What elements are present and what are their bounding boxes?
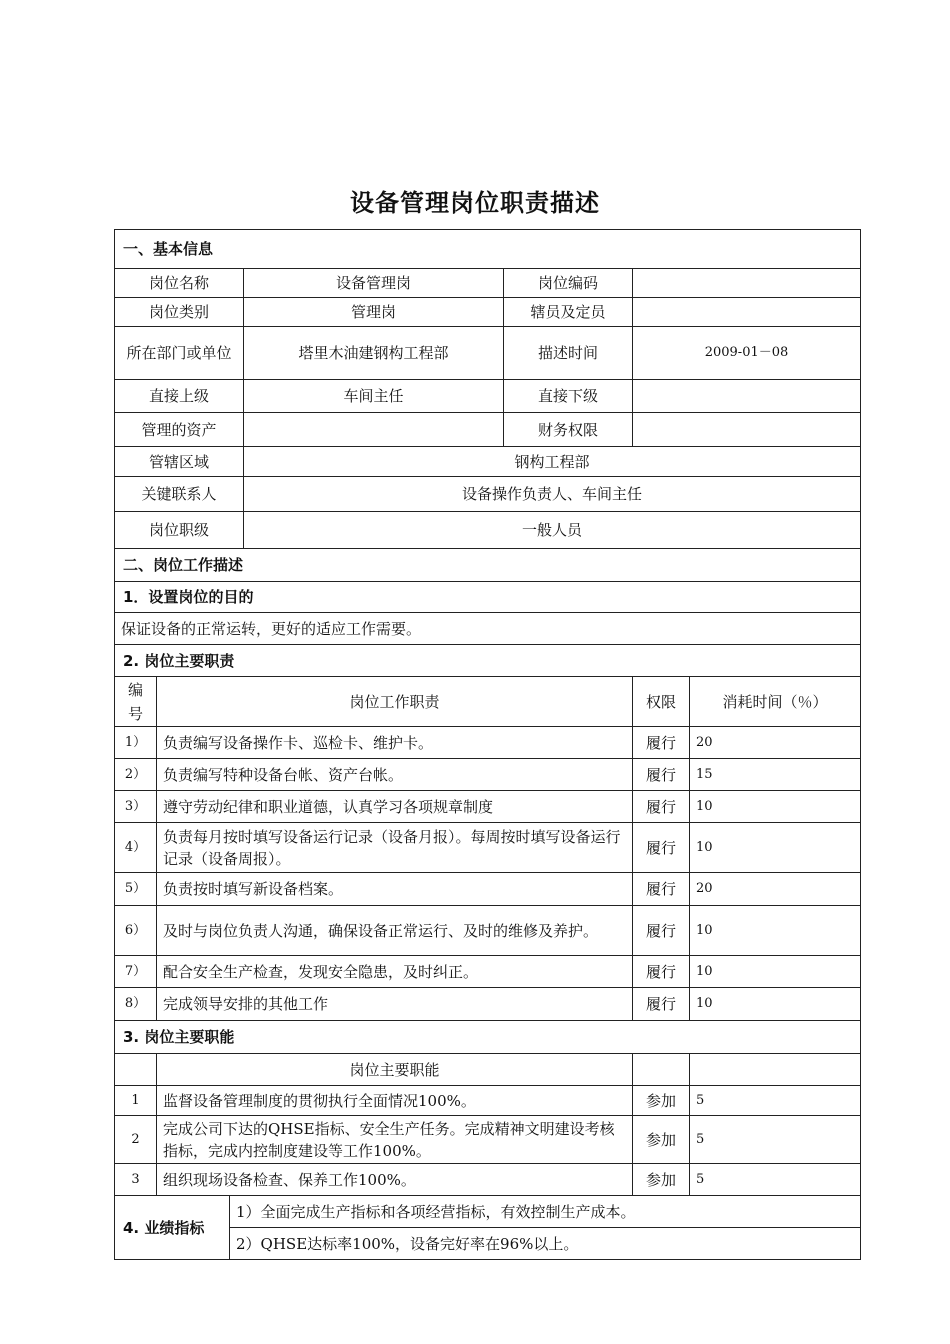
- duty-authority: 履行: [633, 727, 690, 759]
- section-work-description: 二、岗位工作描述: [115, 549, 861, 582]
- value-position-category: 管理岗: [244, 298, 504, 327]
- label-managed-assets: 管理的资产: [115, 413, 244, 447]
- label-position-name: 岗位名称: [115, 269, 244, 298]
- function-authority: 参加: [633, 1086, 690, 1116]
- value-department: 塔里木油建钢构工程部: [244, 327, 504, 380]
- function-no: 3: [115, 1164, 157, 1196]
- value-position-name: 设备管理岗: [244, 269, 504, 298]
- duties-header-authority: 权限: [633, 677, 690, 727]
- duty-text: 及时与岗位负责人沟通，确保设备正常运行、及时的维修及养护。: [157, 906, 633, 956]
- duty-text: 负责每月按时填写设备运行记录（设备月报）。每周按时填写设备运行记录（设备周报）。: [157, 823, 633, 873]
- label-direct-subordinate: 直接下级: [504, 380, 633, 413]
- duty-text: 遵守劳动纪律和职业道德，认真学习各项规章制度: [157, 791, 633, 823]
- duty-time: 10: [690, 791, 861, 823]
- label-key-contacts: 关键联系人: [115, 477, 244, 512]
- functions-header-title: 岗位主要职能: [157, 1054, 633, 1086]
- label-financial-authority: 财务权限: [504, 413, 633, 447]
- value-direct-superior: 车间主任: [244, 380, 504, 413]
- duty-authority: 履行: [633, 873, 690, 906]
- performance-item: 1）全面完成生产指标和各项经营指标，有效控制生产成本。: [230, 1196, 861, 1228]
- function-no: 1: [115, 1086, 157, 1116]
- duty-authority: 履行: [633, 791, 690, 823]
- value-position-code: [633, 269, 861, 298]
- functions-header-authority: [633, 1054, 690, 1086]
- value-direct-subordinate: [633, 380, 861, 413]
- function-authority: 参加: [633, 1116, 690, 1164]
- duty-no: 5）: [115, 873, 157, 906]
- subsection-purpose: 1．设置岗位的目的: [115, 582, 861, 613]
- duty-authority: 履行: [633, 759, 690, 791]
- duty-authority: 履行: [633, 956, 690, 988]
- duty-authority: 履行: [633, 906, 690, 956]
- duty-no: 4）: [115, 823, 157, 873]
- functions-header-no: [115, 1054, 157, 1086]
- value-managed-assets: [244, 413, 504, 447]
- subsection-functions: 3. 岗位主要职能: [115, 1021, 861, 1054]
- duty-no: 3）: [115, 791, 157, 823]
- duty-no: 7）: [115, 956, 157, 988]
- duty-time: 20: [690, 727, 861, 759]
- duty-text: 配合安全生产检查，发现安全隐患，及时纠正。: [157, 956, 633, 988]
- performance-item: 2）QHSE达标率100%，设备完好率在96%以上。: [230, 1228, 861, 1260]
- label-position-code: 岗位编码: [504, 269, 633, 298]
- function-text: 完成公司下达的QHSE指标、安全生产任务。完成精神文明建设考核指标，完成内控制度建设等工作100%。: [157, 1116, 633, 1164]
- duties-header-duty: 岗位工作职责: [157, 677, 633, 727]
- duty-time: 10: [690, 906, 861, 956]
- duty-time: 15: [690, 759, 861, 791]
- subsection-duties: 2. 岗位主要职责: [115, 645, 861, 677]
- label-position-level: 岗位职级: [115, 512, 244, 549]
- duty-no: 8）: [115, 988, 157, 1021]
- value-position-level: 一般人员: [244, 512, 861, 549]
- duty-authority: 履行: [633, 988, 690, 1021]
- function-value: 5: [690, 1086, 861, 1116]
- duty-no: 6）: [115, 906, 157, 956]
- duties-header-no: 编号: [115, 677, 157, 727]
- label-department: 所在部门或单位: [115, 327, 244, 380]
- functions-header-value: [690, 1054, 861, 1086]
- function-authority: 参加: [633, 1164, 690, 1196]
- value-description-date: 2009-01－08: [633, 327, 861, 380]
- value-financial-authority: [633, 413, 861, 447]
- duty-no: 1）: [115, 727, 157, 759]
- duty-time: 10: [690, 988, 861, 1021]
- function-no: 2: [115, 1116, 157, 1164]
- duties-header-time: 消耗时间（％）: [690, 677, 861, 727]
- function-value: 5: [690, 1116, 861, 1164]
- label-jurisdiction: 管辖区域: [115, 447, 244, 477]
- job-description-table: [114, 229, 861, 1260]
- label-description-date: 描述时间: [504, 327, 633, 380]
- page-title: 设备管理岗位职责描述: [350, 189, 600, 217]
- function-text: 组织现场设备检查、保养工作100%。: [157, 1164, 633, 1196]
- duty-time: 10: [690, 956, 861, 988]
- duty-text: 负责编写设备操作卡、巡检卡、维护卡。: [157, 727, 633, 759]
- purpose-text: 保证设备的正常运转，更好的适应工作需要。: [115, 613, 861, 645]
- section-basic-info: 一、基本信息: [115, 230, 861, 269]
- label-position-category: 岗位类别: [115, 298, 244, 327]
- function-text: 监督设备管理制度的贯彻执行全面情况100%。: [157, 1086, 633, 1116]
- duty-text: 负责按时填写新设备档案。: [157, 873, 633, 906]
- duty-text: 完成领导安排的其他工作: [157, 988, 633, 1021]
- duty-no: 2）: [115, 759, 157, 791]
- label-staffing: 辖员及定员: [504, 298, 633, 327]
- duty-authority: 履行: [633, 823, 690, 873]
- value-jurisdiction: 钢构工程部: [244, 447, 861, 477]
- label-direct-superior: 直接上级: [115, 380, 244, 413]
- duty-time: 10: [690, 823, 861, 873]
- function-value: 5: [690, 1164, 861, 1196]
- duty-time: 20: [690, 873, 861, 906]
- duty-text: 负责编写特种设备台帐、资产台帐。: [157, 759, 633, 791]
- value-key-contacts: 设备操作负责人、车间主任: [244, 477, 861, 512]
- subsection-performance: 4. 业绩指标: [115, 1196, 230, 1260]
- value-staffing: [633, 298, 861, 327]
